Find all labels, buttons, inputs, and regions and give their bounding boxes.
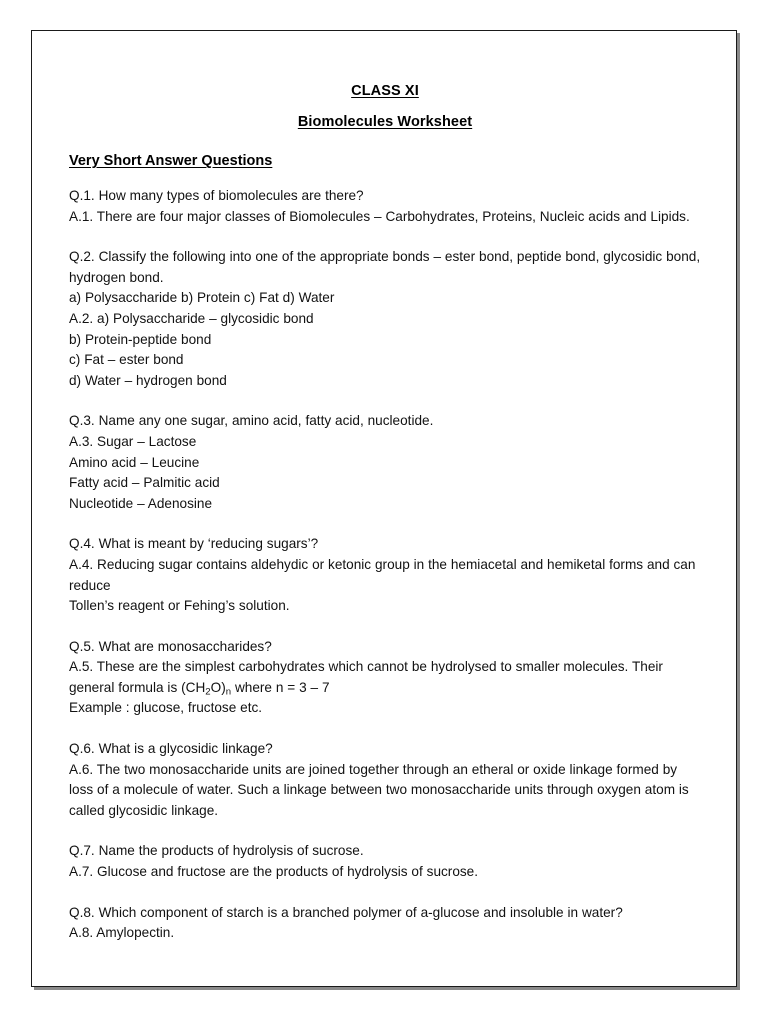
answer-text-part: O) xyxy=(210,679,226,695)
qa-block-q6 xyxy=(69,739,701,821)
qa-block-q5 xyxy=(69,637,701,719)
question-line: Q.6. What is a glycosidic linkage? xyxy=(69,741,273,757)
qa-block-q3 xyxy=(69,411,701,514)
answer-line: Amino acid – Leucine xyxy=(69,454,200,470)
answer-line: c) Fat – ester bond xyxy=(69,352,184,368)
page-title-class-text: CLASS XI xyxy=(351,83,419,99)
answer-line: d) Water – hydrogen bond xyxy=(69,372,227,388)
document-content xyxy=(69,81,701,944)
page-title-class xyxy=(69,81,701,102)
document-page xyxy=(31,30,737,987)
section-heading xyxy=(69,151,701,172)
qa-block-q2 xyxy=(69,247,701,391)
question-line: Q.2. Classify the following into one of the appropriate bonds – ester bond, peptide bond, glycosidic bond, hydrogen bond. xyxy=(69,249,701,285)
question-line: Q.5. What are monosaccharides? xyxy=(69,638,272,654)
question-line: Q.3. Name any one sugar, amino acid, fatty acid, nucleotide. xyxy=(69,413,434,429)
answer-text-part: where n = 3 – 7 xyxy=(231,679,330,695)
answer-line: Nucleotide – Adenosine xyxy=(69,495,213,511)
question-line: Q.8. Which component of starch is a branched polymer of a-glucose and insoluble in water? xyxy=(69,904,623,920)
subscript-n: n xyxy=(225,686,232,698)
qa-block-q8 xyxy=(69,903,701,944)
answer-line: A.8. Amylopectin. xyxy=(69,925,175,941)
answer-line: A.6. The two monosaccharide units are joined together through an etheral or oxide linkage formed by loss of a molecule of water. Such a linkage between two monosaccharide units through oxygen atom is called glycosidic linkage. xyxy=(69,761,689,818)
answer-line: Fatty acid – Palmitic acid xyxy=(69,475,220,491)
answer-line xyxy=(69,657,701,698)
section-heading-text: Very Short Answer Questions xyxy=(69,153,273,169)
qa-block-q1 xyxy=(69,186,701,227)
page-title-worksheet-text: Biomolecules Worksheet xyxy=(297,114,473,130)
question-line: Q.7. Name the products of hydrolysis of sucrose. xyxy=(69,843,364,859)
example-line: Example : glucose, fructose etc. xyxy=(69,700,263,716)
page-title-worksheet xyxy=(69,112,701,133)
option-line: a) Polysaccharide b) Protein c) Fat d) Water xyxy=(69,290,335,306)
answer-line: A.7. Glucose and fructose are the products of hydrolysis of sucrose. xyxy=(69,864,479,880)
answer-line: A.4. Reducing sugar contains aldehydic or ketonic group in the hemiacetal and hemiketal forms and can reduce xyxy=(69,556,696,593)
question-line: Q.4. What is meant by ‘reducing sugars’? xyxy=(69,536,319,552)
qa-block-q4 xyxy=(69,534,701,616)
answer-line: b) Protein-peptide bond xyxy=(69,331,212,347)
question-line: Q.1. How many types of biomolecules are there? xyxy=(69,188,364,203)
qa-block-q7 xyxy=(69,841,701,882)
answer-line: A.1. There are four major classes of Biomolecules – Carbohydrates, Proteins, Nucleic acids and Lipids. xyxy=(69,208,690,224)
answer-line: A.2. a) Polysaccharide – glycosidic bond xyxy=(69,310,314,326)
answer-text-part: A.5. These are the simplest carbohydrates which cannot be hydrolysed to smaller molecules. Their general formula is (CH xyxy=(69,659,663,695)
answer-line: A.3. Sugar – Lactose xyxy=(69,433,197,449)
answer-line: Tollen’s reagent or Fehing’s solution. xyxy=(69,598,290,614)
subscript-two: 2 xyxy=(205,686,211,698)
